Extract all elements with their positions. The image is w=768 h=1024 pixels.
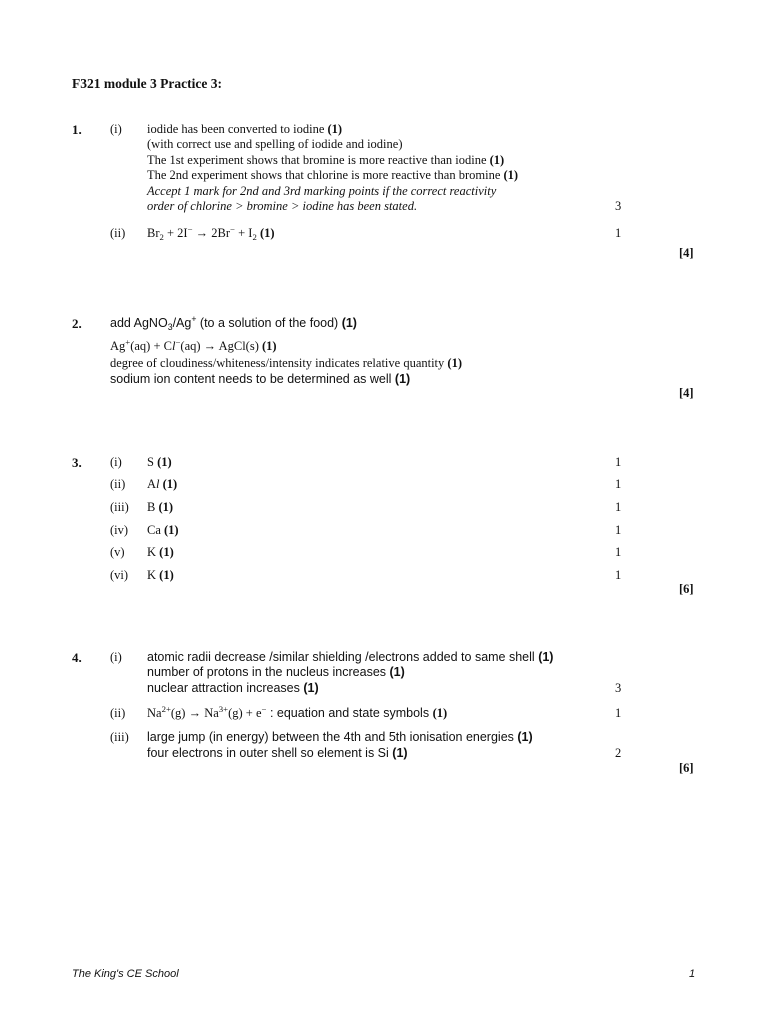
q3-answer: S (1)	[147, 455, 172, 469]
q1-part-ii-label: (ii)	[110, 226, 126, 240]
q4-total: [6]	[679, 761, 694, 775]
q3-total: [6]	[679, 582, 694, 596]
q4-i-line1: atomic radii decrease /similar shielding /electrons added to same shell (1)	[147, 650, 554, 664]
page-title: F321 module 3 Practice 3:	[72, 76, 222, 91]
q3-part-label: (ii)	[110, 477, 126, 491]
q2-total: [4]	[679, 386, 694, 400]
q1-total: [4]	[679, 246, 694, 260]
q3-mark: 1	[615, 477, 622, 491]
q3-mark: 1	[615, 545, 622, 559]
q1-i-line1: iodide has been converted to iodine (1)	[147, 122, 343, 136]
q3-answer: K (1)	[147, 545, 174, 559]
q4-iii-line1: large jump (in energy) between the 4th and 5th ionisation energies (1)	[147, 730, 533, 744]
q4-part-iii-label: (iii)	[110, 730, 129, 744]
q4-part-i-label: (i)	[110, 650, 122, 664]
q3-part-label: (iii)	[110, 500, 129, 514]
q3-part-label: (i)	[110, 455, 122, 469]
q3-mark: 1	[615, 455, 622, 469]
q1-ii-mark: 1	[615, 226, 622, 240]
q4-ii-equation: $Na^{2+}(g) \to Na^{3+}(g) + e^-$ : equation and state symbols (1)	[147, 704, 448, 720]
q4-iii-mark: 2	[615, 746, 622, 760]
q2-line4: sodium ion content needs to be determined as well (1)	[110, 372, 411, 386]
q3-part-label: (vi)	[110, 568, 129, 582]
q3-mark: 1	[615, 568, 622, 582]
q2-line2: Ag+(aq) + Cl−(aq) → AgCl(s) (1)	[110, 337, 277, 353]
q4-iii-line2: four electrons in outer shell so element is Si (1)	[147, 746, 408, 760]
q3-answer: B (1)	[147, 500, 174, 514]
q4-ii-mark: 1	[615, 706, 622, 720]
q3-mark: 1	[615, 523, 622, 537]
q4-part-ii-label: (ii)	[110, 706, 126, 720]
q3-part-label: (iv)	[110, 523, 129, 537]
q1-i-line3: The 1st experiment shows that bromine is more reactive than iodine (1)	[147, 153, 505, 167]
q4-i-line3: nuclear attraction increases (1)	[147, 681, 319, 695]
q4-i-mark: 3	[615, 681, 622, 695]
q1-i-note-line2: order of chlorine > bromine > iodine has been stated.	[147, 199, 418, 213]
q1-ii-equation: $Br_2 + 2I^- \to 2Br^- + I_2$ (1)	[147, 224, 275, 242]
question-1-number: 1.	[72, 122, 82, 137]
q1-i-line4: The 2nd experiment shows that chlorine is more reactive than bromine (1)	[147, 168, 519, 182]
q1-part-i-label: (i)	[110, 122, 122, 136]
q1-i-note-line1: Accept 1 mark for 2nd and 3rd marking points if the correct reactivity	[147, 184, 497, 198]
q3-answer: K (1)	[147, 568, 174, 582]
q4-i-line2: number of protons in the nucleus increases (1)	[147, 665, 405, 679]
question-3-number: 3.	[72, 455, 82, 470]
q1-i-mark: 3	[615, 199, 622, 213]
q2-line1: add AgNO$_3$/Ag+ (to a solution of the food) (1)	[110, 314, 357, 332]
q3-mark: 1	[615, 500, 622, 514]
q3-answer: Ca (1)	[147, 523, 179, 537]
footer-page-number: 1	[689, 968, 696, 980]
q3-answer: Al (1)	[147, 477, 178, 491]
q2-line3: degree of cloudiness/whiteness/intensity indicates relative quantity (1)	[110, 356, 462, 370]
q1-i-line2: (with correct use and spelling of iodide and iodine)	[147, 137, 403, 151]
q3-part-label: (v)	[110, 545, 125, 559]
question-2-number: 2.	[72, 316, 82, 331]
question-4-number: 4.	[72, 650, 82, 665]
footer-school-name: The King's CE School	[72, 968, 179, 980]
